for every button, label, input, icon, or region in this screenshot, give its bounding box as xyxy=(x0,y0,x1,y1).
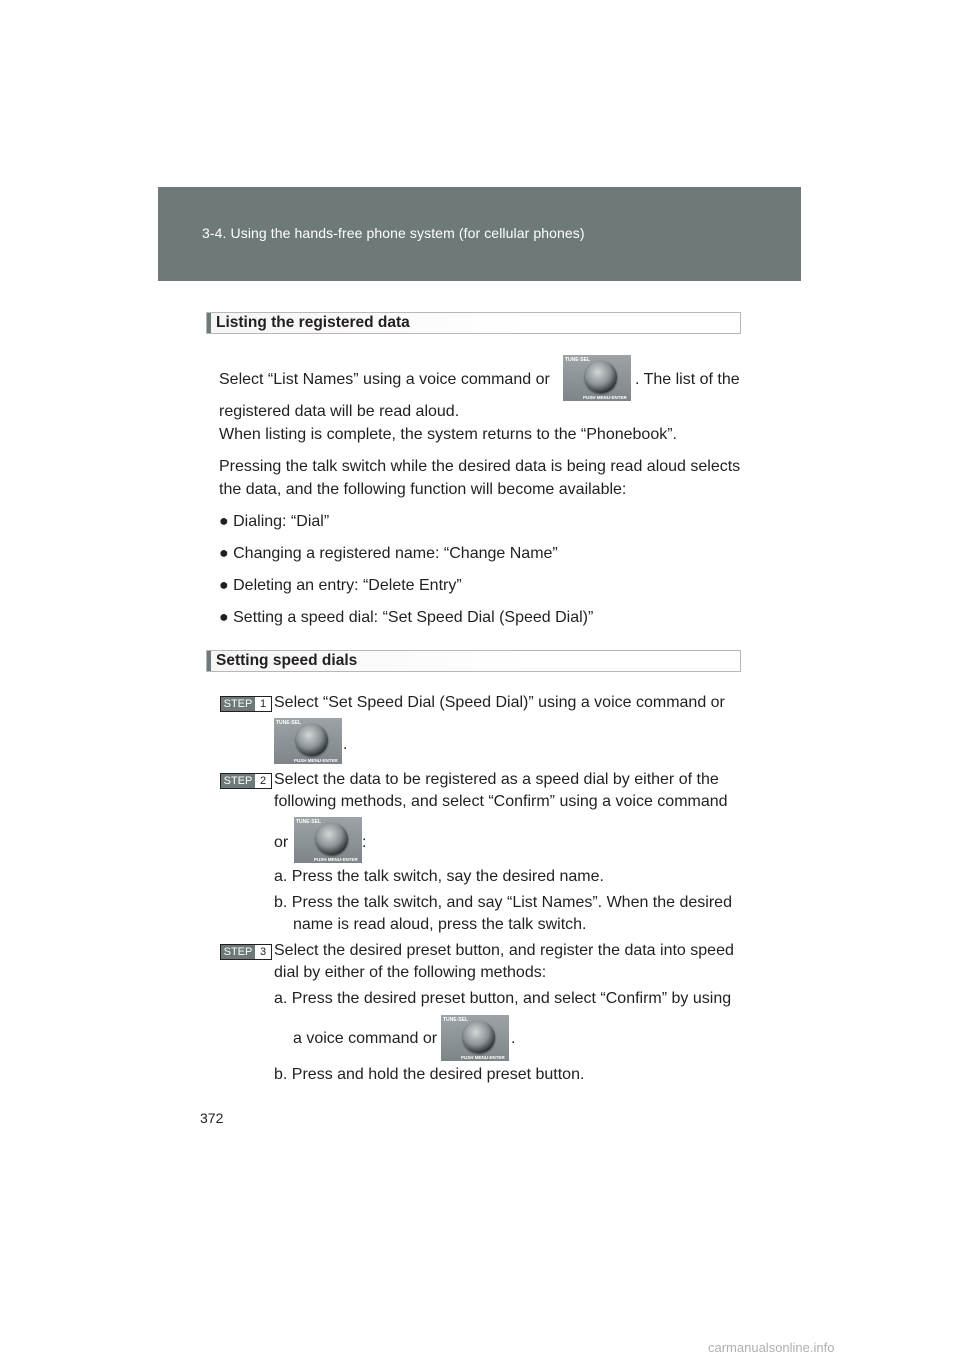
knob-dial xyxy=(296,724,328,756)
bullet-text: Setting a speed dial: “Set Speed Dial (Speed Dial)” xyxy=(233,609,594,626)
bullet-text: Changing a registered name: “Change Name” xyxy=(233,545,558,562)
paragraph-text: . The list of the xyxy=(635,371,740,388)
heading-accent-bar xyxy=(207,651,211,671)
bullet-text: Dialing: “Dial” xyxy=(233,513,330,530)
bullet-item xyxy=(219,543,558,565)
paragraph-text: When listing is complete, the system returns to the “Phonebook”. xyxy=(219,426,677,443)
step-text: or xyxy=(274,834,289,851)
watermark: carmanualsonline.info xyxy=(708,1340,835,1355)
tune-sel-knob-icon: TUNE·SEL PUSH MENU·ENTER xyxy=(274,718,342,764)
knob-dial xyxy=(585,361,617,393)
step-subitem: a. Press the desired preset button, and select “Confirm” by using xyxy=(274,990,732,1007)
knob-dial xyxy=(316,823,348,855)
paragraph-text: Pressing the talk switch while the desired data is being read aloud selects xyxy=(219,458,741,475)
step-subitem: . xyxy=(511,1030,516,1047)
knob-top-label: TUNE·SEL xyxy=(565,357,590,363)
paragraph-text: registered data will be read aloud. xyxy=(219,403,460,420)
step-text: : xyxy=(362,834,367,851)
bullet-icon: ● xyxy=(219,609,229,626)
page-number: 372 xyxy=(200,1110,224,1126)
bullet-icon: ● xyxy=(219,577,229,594)
step-1-badge: STEP 1 xyxy=(220,696,272,712)
header-band xyxy=(158,187,801,281)
bullet-text: Deleting an entry: “Delete Entry” xyxy=(233,577,462,594)
step-text: . xyxy=(343,736,348,753)
knob-bottom-label: PUSH MENU·ENTER xyxy=(583,395,627,400)
tune-sel-knob-icon: TUNE·SEL PUSH MENU·ENTER xyxy=(441,1015,509,1061)
step-subitem: b. Press the talk switch, and say “List Names”. When the desired xyxy=(274,894,732,911)
bullet-icon: ● xyxy=(219,545,229,562)
paragraph-text: the data, and the following function will become available: xyxy=(219,481,627,498)
tune-sel-knob-icon: TUNE·SEL PUSH MENU·ENTER xyxy=(294,817,362,863)
step-subitem: name is read aloud, press the talk switch. xyxy=(293,916,587,933)
knob-dial xyxy=(463,1021,495,1053)
step-subitem: b. Press and hold the desired preset button. xyxy=(274,1066,585,1083)
bullet-item xyxy=(219,575,462,597)
section-heading-listing xyxy=(206,312,741,334)
step-subitem: a voice command or xyxy=(293,1030,438,1047)
step-text: Select “Set Speed Dial (Speed Dial)” using a voice command or xyxy=(274,694,725,711)
paragraph-text: Select “List Names” using a voice command or xyxy=(219,371,550,388)
tune-sel-knob-icon xyxy=(563,355,631,401)
section-title: Listing the registered data xyxy=(216,314,410,331)
step-text: Select the desired preset button, and register the data into speed xyxy=(274,942,734,959)
bullet-item xyxy=(219,607,593,629)
section-heading-speed-dials xyxy=(206,650,741,672)
bullet-icon: ● xyxy=(219,513,229,530)
step-3-badge: STEP 3 xyxy=(220,944,272,960)
chapter-heading: 3-4. Using the hands-free phone system (for cellular phones) xyxy=(202,225,585,241)
bullet-item xyxy=(219,511,329,533)
section-title: Setting speed dials xyxy=(216,652,358,669)
step-subitem: a. Press the talk switch, say the desired name. xyxy=(274,868,604,885)
step-text: dial by either of the following methods: xyxy=(274,964,547,981)
step-text: Select the data to be registered as a speed dial by either of the xyxy=(274,771,719,788)
heading-accent-bar xyxy=(207,313,211,333)
step-text: following methods, and select “Confirm” using a voice command xyxy=(274,793,728,810)
step-2-badge: STEP 2 xyxy=(220,773,272,789)
